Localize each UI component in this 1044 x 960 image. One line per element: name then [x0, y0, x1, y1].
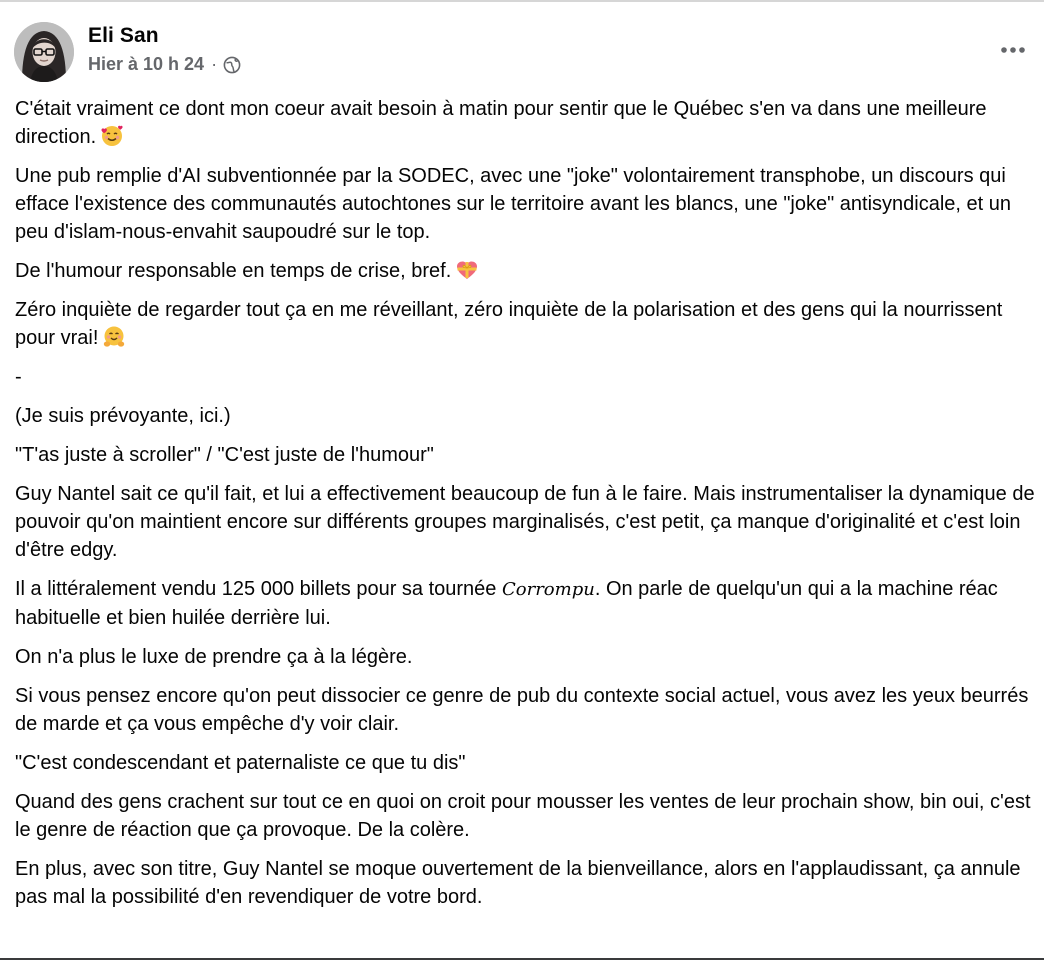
post-paragraph: Quand des gens crachent sur tout ce en quoi on croit pour mousser les ventes de leur prochain show, bin oui, c'est le genre de réaction que ça provoque. De la colère. [15, 791, 1031, 841]
post-paragraph: "T'as juste à scroller" / "C'est juste de l'humour" [15, 444, 434, 466]
more-horizontal-icon [1000, 46, 1026, 54]
post-timestamp[interactable]: Hier à 10 h 24 [88, 54, 205, 74]
hugging-face-emoji [102, 325, 126, 349]
post-paragraph: "C'est condescendant et paternaliste ce que tu dis" [15, 752, 466, 774]
more-options-button[interactable] [996, 34, 1030, 66]
post-paragraph: De l'humour responsable en temps de crise, bref. [15, 257, 1035, 285]
show-title: Corrompu [501, 579, 595, 600]
post-paragraph: (Je suis prévoyante, ici.) [15, 405, 231, 427]
post-paragraph: En plus, avec son titre, Guy Nantel se moque ouvertement de la bienveillance, alors en l'applaudissant, ça annule pas mal la possibilité d'en revendiquer de votre bord. [15, 858, 1021, 908]
post-paragraph: On n'a plus le luxe de prendre ça à la légère. [15, 646, 413, 668]
post-meta [88, 54, 241, 75]
author-name[interactable]: Eli San [88, 24, 159, 47]
post-paragraph: C'était vraiment ce dont mon coeur avait besoin à matin pour sentir que le Québec s'en va dans une meilleure direction. [15, 98, 987, 148]
post-paragraph: Il a littéralement vendu 125 000 billets pour sa tournée Corrompu. On parle de quelqu'un qui a la machine réac habituelle et bien huilée derrière lui. [15, 578, 998, 629]
avatar[interactable] [14, 22, 74, 82]
post-paragraph: Si vous pensez encore qu'on peut dissocier ce genre de pub du contexte social actuel, vous avez les yeux beurrés de marde et ça vous empêche d'y voir clair. [15, 685, 1029, 735]
post-paragraph: Une pub remplie d'AI subventionnée par la SODEC, avec une "joke" volontairement transphobe, un discours qui efface l'existence des communautés autochtones sur le territoire avant les blancs, une "joke" antisyndicale, et un peu d'islam-nous-envahit saupoudré sur le top. [15, 165, 1011, 243]
post-paragraph: Guy Nantel sait ce qu'il fait, et lui a effectivement beaucoup de fun à le faire. Mais instrumentaliser la dynamique de pouvoir qu'on maintient encore sur différents groupes marginalisés, c'est petit, ça manque d'originalité et c'est loin d'être edgy. [15, 483, 1035, 561]
globe-icon[interactable] [223, 56, 241, 74]
post-paragraph: - [15, 366, 22, 388]
heart-with-ribbon-emoji [455, 258, 479, 282]
post-paragraph: Zéro inquiète de regarder tout ça en me réveillant, zéro inquiète de la polarisation et des gens qui la nourrissent pour vrai! [15, 299, 1003, 349]
avatar-image [14, 22, 74, 82]
meta-separator: · [211, 54, 218, 74]
post-body [15, 95, 1035, 922]
post-header [14, 20, 1030, 84]
smiling-face-with-hearts-emoji [100, 124, 124, 148]
